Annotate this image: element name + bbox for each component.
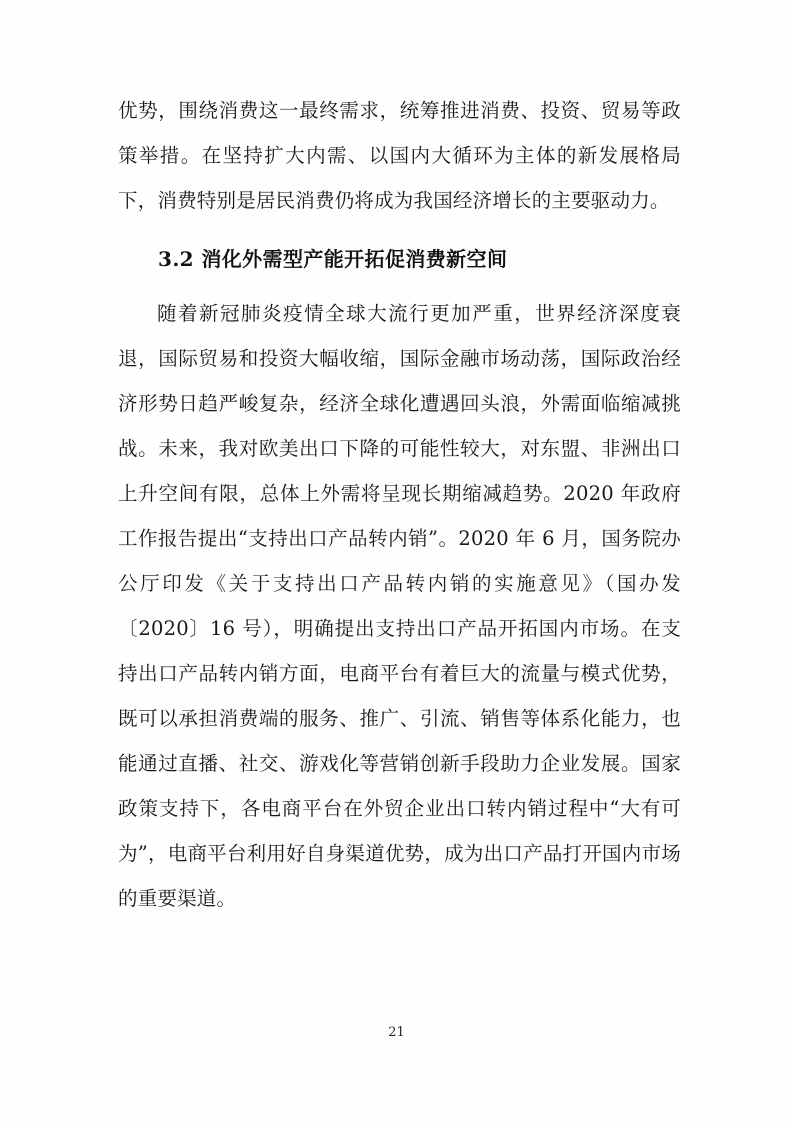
section-heading-3-2: 3.2 消化外需型产能开拓促消费新空间 — [158, 247, 508, 271]
paragraph-spacer — [118, 223, 681, 237]
page-content — [118, 88, 681, 921]
page-number: 21 — [388, 1025, 405, 1040]
body-paragraph-1: 优势，围绕消费这一最终需求，统筹推进消费、投资、贸易等政策举措。在坚持扩大内需、以国内大循环为主体的新发展格局下，消费特别是居民消费仍将成为我国经济增长的主要驱动力。 — [118, 99, 681, 212]
heading-spacer — [118, 281, 681, 291]
body-paragraph-2: 随着新冠肺炎疫情全球大流行更加严重，世界经济深度衰退，国际贸易和投资大幅收缩，国际金融市场动荡，国际政治经济形势日趋严峻复杂，经济全球化遭遇回头浪，外需面临缩减挑战。未来，我对欧美出口下降的可能性较大，对东盟、非洲出口上升空间有限，总体上外需将呈现长期缩减趋势。2020 年政府工作报告提出“支持出口产品转内销”。2020 年 6 月，国务院办公厅印发《关于支持出口产品转内销的实施意见》（国办发〔2020〕16 号），明确提出支持出口产品开拓国内市场。在支持出口产品转内销方面，电商平台有着巨大的流量与模式优势，既可以承担消费端的服务、推广、引流、销售等体系化能力，也能通过直播、社交、游戏化等营销创新手段助力企业发展。国家政策支持下，各电商平台在外贸企业出口转内销过程中“大有可为”，电商平台利用好自身渠道优势，成为出口产品打开国内市场的重要渠道。 — [118, 302, 681, 910]
